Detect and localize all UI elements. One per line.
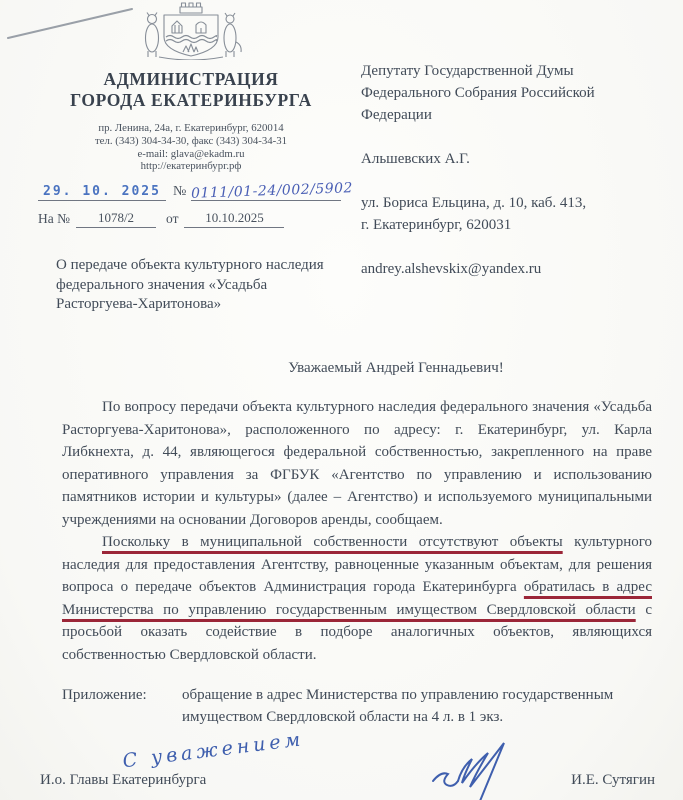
salutation: Уважаемый Андрей Геннадьевич! (288, 360, 504, 376)
recipient-title-line1: Депутату Государственной Думы (361, 63, 574, 79)
red-underlined-text-1: Поскольку в муниципальной собственности отсутствуют объекты (102, 534, 563, 550)
letterhead (35, 2, 347, 173)
red-underlined-text-2: обратилась в адрес Министерства по управлению государственным имуществом Свердловской области (62, 579, 652, 618)
org-name-line2: ГОРОДА ЕКАТЕРИНБУРГА (70, 90, 312, 110)
number-label: № (173, 184, 187, 199)
body-paragraph-2-text-b: с просьбой оказать содействие в подборе аналогичных объектов, являющихся собственностью Свердловской области. (62, 601, 652, 663)
date-stamp: 29. 10. 2025 (38, 184, 166, 201)
recipient-email: andrey.alshevskix@yandex.ru (361, 261, 542, 277)
reply-to-label: На № (38, 211, 70, 226)
reply-to-date: 10.10.2025 (184, 210, 284, 228)
letterhead-email: e-mail: glava@ekadm.ru (137, 147, 245, 160)
from-label: от (166, 211, 179, 226)
recipient-title-line3: Федерации (361, 107, 432, 123)
reference-block (38, 180, 354, 228)
handwritten-closing: С уважением (121, 728, 306, 773)
signer-name: И.Е. Сутягин (571, 772, 655, 788)
reply-to-number: 1078/2 (76, 210, 156, 228)
body-paragraph-2-text-a: культурного наследия для предоставления Агентству, равноценные указанным объектам, для решения вопроса о передаче объектов Администрация города Екатеринбурга (62, 534, 653, 595)
org-name-line1: АДМИНИСТРАЦИЯ (103, 69, 279, 89)
body-paragraph-2 (62, 531, 652, 666)
body-paragraph-1: По вопросу передачи объекта культурного наследия федерального значения «Усадьба Расторгуева-Харитонова», расположенного по адресу: г. Екатеринбург, ул. Карла Либкнехта, д. 44, являющегося федеральной собственностью, закрепленного на праве оперативного управления за ФГБУК «Агентство по управлению и использованию памятников истории и культуры» (далее – Агентство) и используемого муниципальными учреждениями на основании Договоров аренды, сообщаем. (62, 399, 652, 528)
signature-row (40, 772, 655, 789)
letterhead-address: пр. Ленина, 24а, г. Екатеринбург, 620014 (98, 122, 284, 134)
letterhead-address-block (35, 122, 347, 173)
reference-row-outgoing (38, 180, 354, 202)
reference-row-incoming (38, 210, 343, 228)
letterhead-website: http://екатеринбург.рф (140, 160, 242, 173)
coat-of-arms-icon (125, 2, 257, 60)
signature-scribble (425, 736, 540, 800)
subject-line: О передаче объекта культурного наследия федерального значения «Усадьба Расторгуева-Харитонова» (56, 257, 324, 312)
recipient-block (361, 60, 661, 280)
handwritten-outgoing-number (191, 180, 354, 202)
signer-title: И.о. Главы Екатеринбурга (40, 772, 207, 788)
recipient-name: Альшевских А.Г. (361, 151, 470, 167)
letterhead-phone-fax: тел. (343) 304-34-30, факс (343) 304-34-31 (94, 134, 288, 147)
handwritten-number-text: 0111/01-24/002/5902 (191, 180, 354, 202)
recipient-title-line2: Федерального Собрания Российской (361, 85, 595, 101)
recipient-address-line2: г. Екатеринбург, 620031 (361, 217, 512, 233)
recipient-address-line1: ул. Бориса Ельцина, д. 10, каб. 413, (361, 195, 587, 211)
attachment-text: обращение в адрес Министерства по управлению государственным имуществом Свердловской области на 4 л. в 1 экз. (182, 687, 614, 725)
attachment-block (62, 684, 654, 728)
attachment-label: Приложение: (62, 687, 147, 703)
